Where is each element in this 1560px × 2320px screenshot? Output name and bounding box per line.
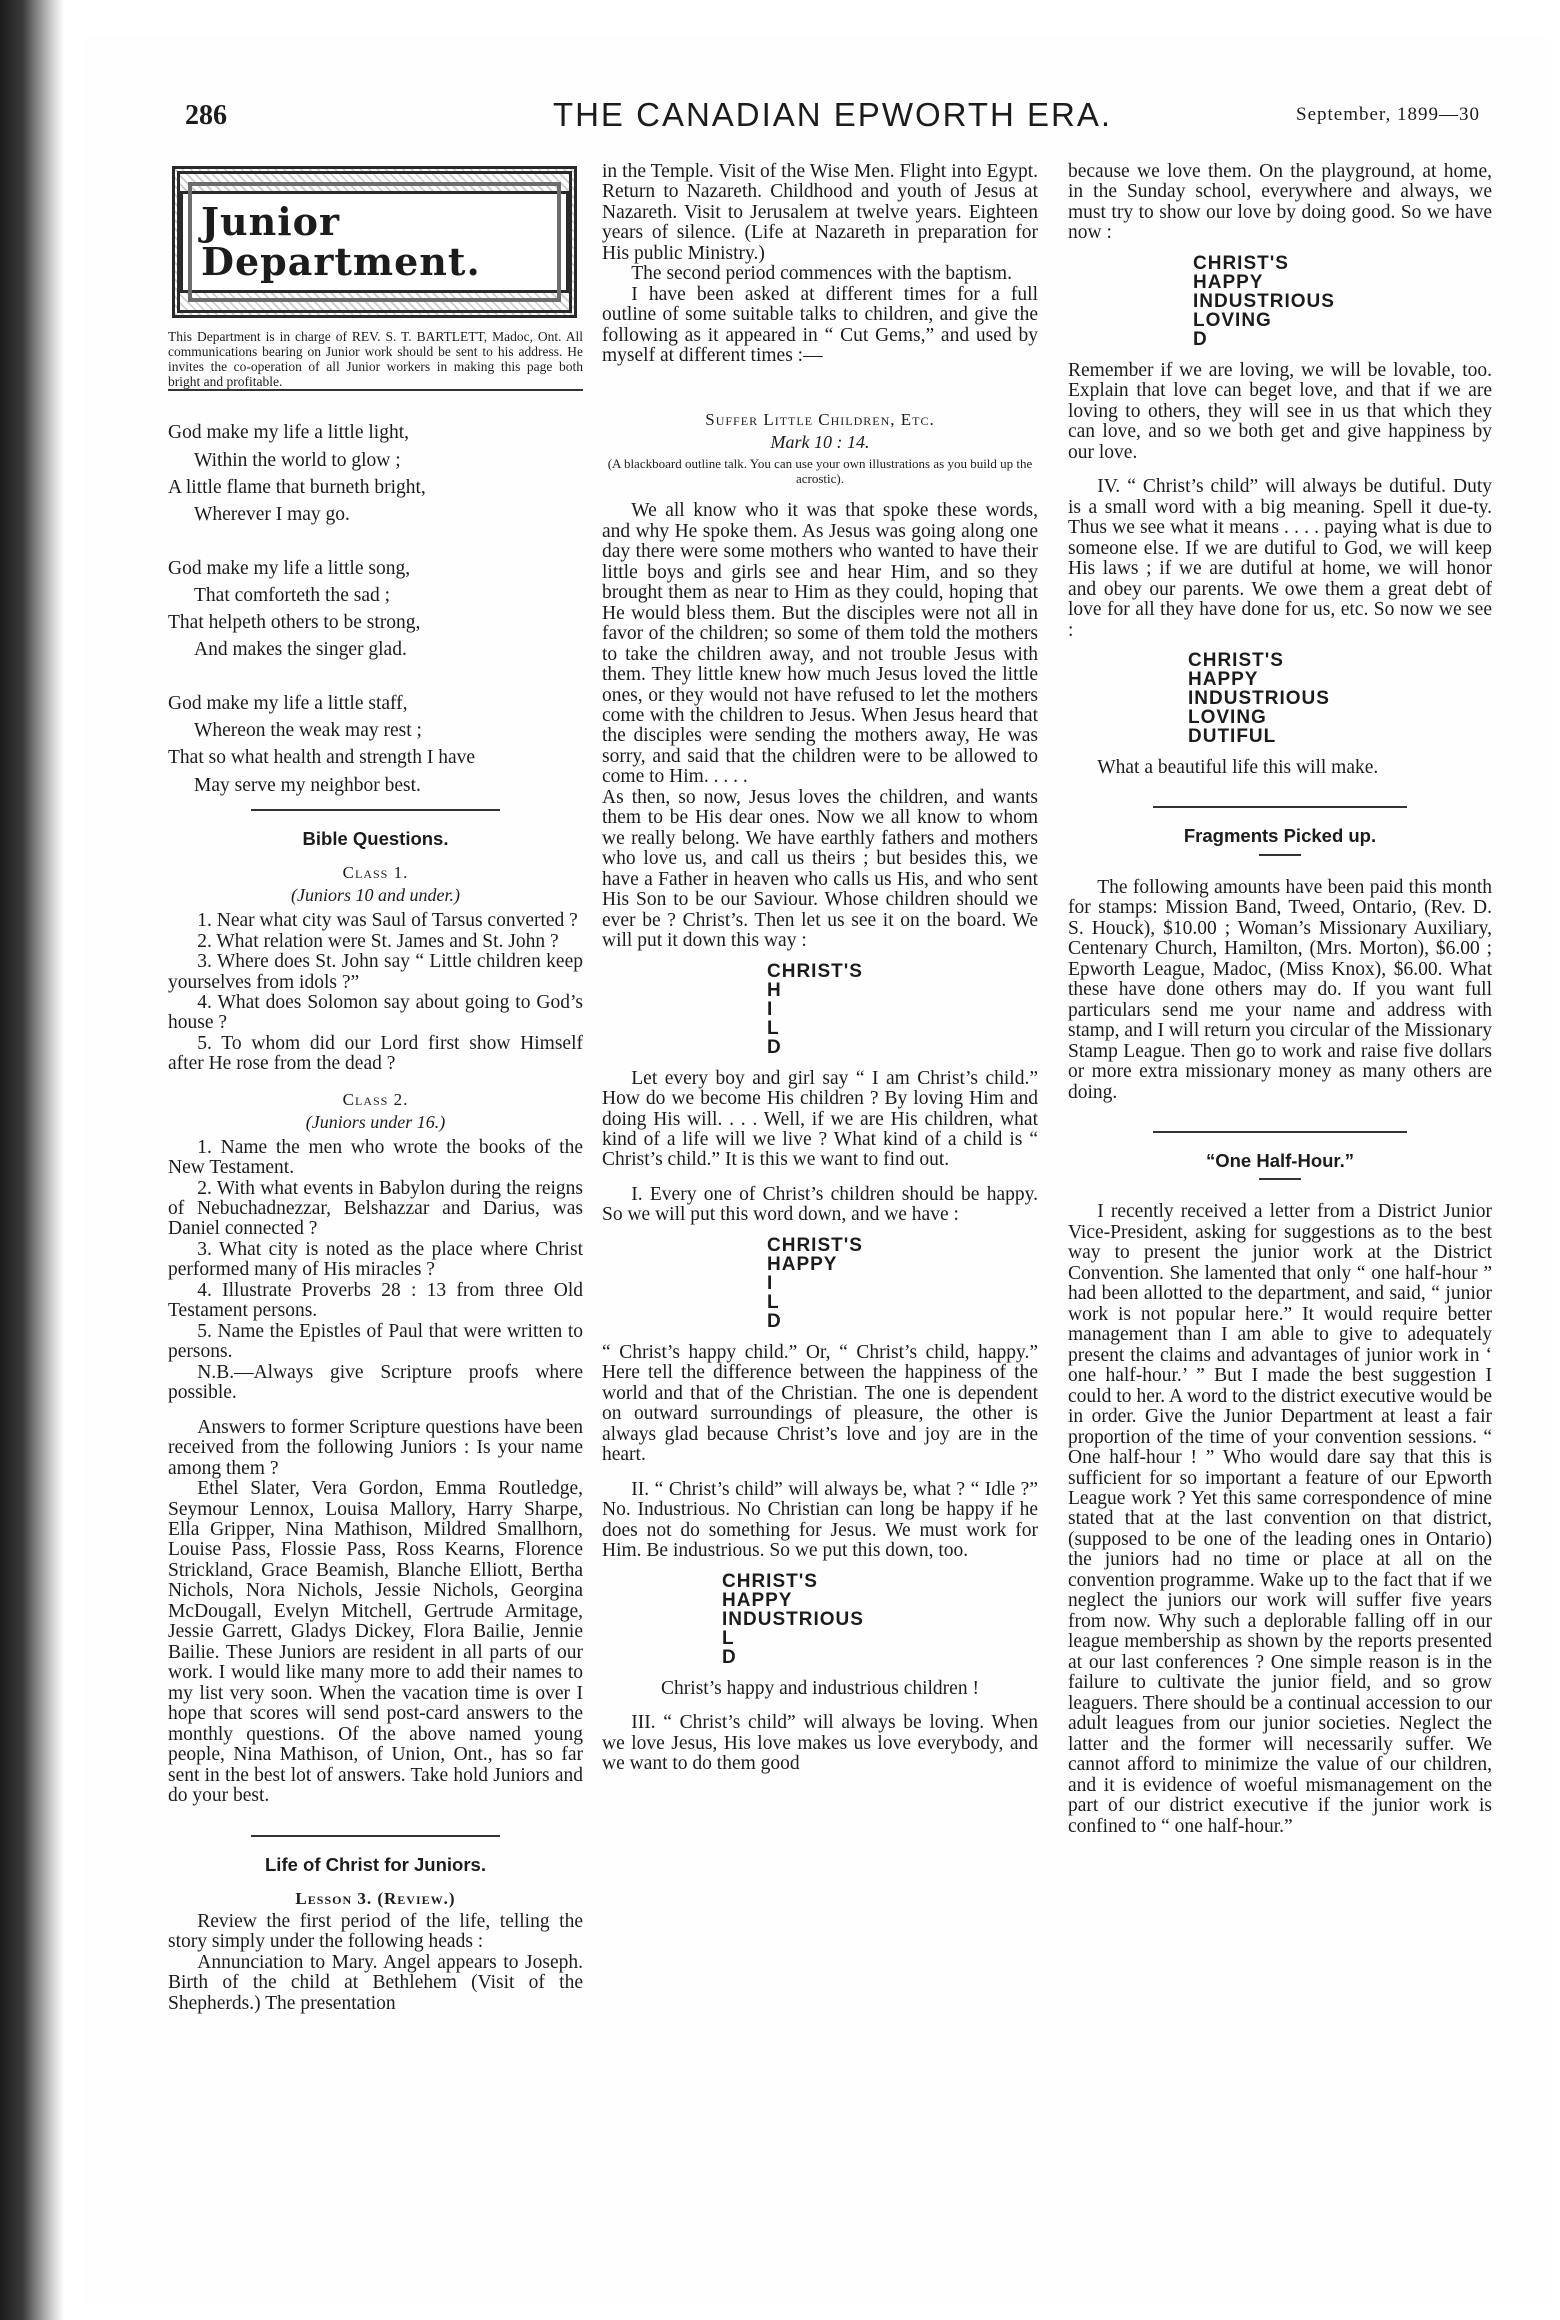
poem-line: May serve my neighbor best.: [194, 774, 421, 796]
answers-paragraph: Answers to former Scripture questions have been received from the following Juniors : Is your name among them ?: [168, 1416, 583, 1479]
column-middle: [602, 162, 1038, 1774]
divider: [1259, 854, 1301, 856]
class-1-subheading: (Juniors 10 and under.): [291, 885, 460, 906]
department-charge-note: This Department is in charge of REV. S. T. BARTLETT, Madoc, Ont. All communications bearing on Junior work should be sent to his address. He invites the co-operation of all Junior workers in making this page both bright and profitable.: [168, 329, 583, 389]
poem-line: Whereon the weak may rest ;: [194, 720, 422, 742]
paragraph: Remember if we are loving, we will be lovable, too. Explain that love can beget love, and that if we are loving to others, they will see in us that which they can love, and so we both get and give happiness by our love.: [1068, 359, 1492, 463]
question: 5. Name the Epistles of Paul that were written to persons.: [168, 1320, 583, 1363]
column-right: [1068, 162, 1492, 1837]
poem-line: And makes the singer glad.: [194, 639, 407, 661]
names-paragraph: Ethel Slater, Vera Gordon, Emma Routledge, Seymour Lennox, Louisa Mallory, Harry Sharpe, Ella Gripper, Nina Mathison, Mildred Smallhorn, Louise Pass, Flossie Pass, Ross Kearns, Florence Strickland, Grace Beamish, Blanche Elliott, Bertha Nichols, Nora Nichols, Jessie Nichols, Georgina McDougall, Evelyn Mitchell, Gertrude Armitage, Jessie Garrett, Gladys Dickey, Flora Bailie, Jennie Bailie. These Juniors are resident in all parts of our work. I would like many more to add their names to my list very soon. When the vacation time is over I hope that scores will send post-card answers to the monthly questions. Of the above named young people, Nina Mathison, of Union, Ont., has so far sent in the best lot of answers. Take hold Juniors and do your best.: [168, 1478, 583, 1807]
poem-line: God make my life a little song,: [168, 557, 411, 579]
acrostic-line: L: [767, 1017, 780, 1039]
acrostic-line: HAPPY: [722, 1589, 793, 1611]
divider: [251, 809, 500, 811]
paragraph: Let every boy and girl say “ I am Christ’s child.” How do we become His children ? By loving Him and doing His will. . . . Well, if we are His children, what kind of a life will we live ? What kind of a child is “ Christ’s child.” It is this we want to find out.: [602, 1067, 1038, 1171]
industrious-line: Christ’s happy and industrious children !: [661, 1677, 979, 1699]
question: 3. Where does St. John say “ Little children keep yourselves from idols ?”: [168, 951, 583, 993]
poem-stanza: [168, 690, 583, 799]
question-note: N.B.—Always give Scripture proofs where possible.: [168, 1361, 583, 1404]
banner-title: Junior Department.: [180, 191, 569, 293]
paragraph: The following amounts have been paid this month for stamps: Mission Band, Tweed, Ontario, (Rev. D. S. Houck), $10.00 ; Woman’s Missionary Auxiliary, Centenary Church, Hamilton, (Mrs. Morton), $6.00 ; Epworth League, Madoc, (Miss Knox), $6.00. What these have done others may do. If you want full particulars send me your name and address with stamp, and I will return you circular of the Missionary Stamp League. Then go to work and raise five dollars or more extra missionary money as many others are doing.: [1068, 876, 1492, 1103]
question: 5. To whom did our Lord first show Himself after He rose from the dead ?: [168, 1032, 583, 1075]
poem-line: Within the world to glow ;: [194, 449, 401, 471]
class-1-heading: Class 1.: [342, 863, 409, 883]
page-number: 286: [185, 100, 227, 131]
paragraph: IV. “ Christ’s child” will always be dutiful. Duty is a small word with a big meaning. Spell it due-ty. Thus we see what it means . . . . paying what is due to someone else. If we are dutiful to God, we will keep His laws ; if we are dutiful at home, we will honor and obey our parents. We owe them a great debt of love for all they have done for us, etc. So now we see :: [1068, 476, 1492, 641]
divider: [168, 389, 583, 391]
acrostic-line: D: [767, 1310, 782, 1332]
acrostic-line: INDUSTRIOUS: [1193, 290, 1335, 312]
running-header: [185, 96, 1480, 140]
class-2-heading: Class 2.: [342, 1089, 409, 1109]
paragraph: in the Temple. Visit of the Wise Men. Flight into Egypt. Return to Nazareth. Childhood and youth of Jesus at Nazareth. Visit to Jerusalem at twelve years. Eighteen years of silence. (Life at Nazareth in preparation for His public Ministry.): [602, 161, 1038, 264]
acrostic-line: LOVING: [1188, 706, 1267, 728]
poem-stanza: [168, 419, 583, 528]
poem-line: Wherever I may go.: [194, 504, 350, 526]
acrostic-3: [722, 1572, 1038, 1667]
life-of-christ-heading: Life of Christ for Juniors.: [265, 1853, 486, 1875]
paragraph: I recently received a letter from a District Junior Vice-President, asking for suggestions as to the best way to present the junior work at the District Convention. She lamented that only “ one half-hour ” had been allotted to the department, and said, “ junior work is not popular here.” It would require better management than I am able to give to adequately present the claims and advantages of junior work in ‘ one half-hour.’ ” But I made the best suggestion I could to her. A word to the district executive would be in order. Give the Junior Department at least a fair proportion of the time of your convention sessions. “ One half-hour ! ” Who would dare say that this is sufficient for so important a feature of our Epworth League work ? Yet this same correspondence of mine stated that at the last convention on that district, (supposed to be one of the leading ones in Ontario) the juniors had no time or place at all on the convention programme. Wake up to the fact that if we neglect the juniors our work will suffer five years from now. Why such a deplorable falling off in our league membership as shown by the reports presented at our last conferences ? One simple reason is in the failure to cultivate the junior field, and so grow leaguers. There should be a continual accession to our adult leagues from our junior societies. Neglect the latter and the former will necessarily suffer. We cannot afford to minimize the value of our children, and it is evidence of woeful mismanagement on the part of our district executive if the junior work is confined to “ one half-hour.”: [1068, 1201, 1492, 1837]
acrostic-line: I: [767, 1272, 774, 1294]
fragments-heading: Fragments Picked up.: [1183, 825, 1377, 847]
paragraph: I have been asked at different times for a full outline of some suitable talks to children, and give the following as it appeared in “ Cut Gems,” and used by myself at different times :—: [602, 283, 1038, 367]
question: 2. What relation were St. James and St. John ?: [197, 930, 559, 952]
acrostic-line: CHRIST'S: [767, 960, 863, 982]
poem: [168, 419, 583, 799]
acrostic-line: CHRIST'S: [1193, 252, 1289, 274]
question: 1. Near what city was Saul of Tarsus converted ?: [197, 910, 578, 932]
acrostic-line: HAPPY: [1193, 271, 1264, 293]
divider: [1153, 1131, 1407, 1133]
poem-line: That so what health and strength I have: [168, 747, 476, 769]
acrostic-line: INDUSTRIOUS: [722, 1608, 864, 1630]
paragraph: The second period commences with the baptism.: [631, 263, 1012, 285]
divider: [1153, 806, 1407, 808]
paragraph: because we love them. On the playground, at home, in the Sunday school, everywhere and always, we must try to show our love by doing good. So we have now :: [1068, 161, 1492, 244]
paragraph: I. Every one of Christ’s children should be happy. So we will put this word down, and we have :: [602, 1183, 1038, 1226]
acrostic-line: I: [767, 998, 774, 1020]
paragraph: III. “ Christ’s child” will always be loving. When we love Jesus, His love makes us love everybody, and we want to do them good: [602, 1712, 1038, 1774]
acrostic-2: [767, 1236, 1038, 1331]
acrostic-line: L: [722, 1627, 735, 1649]
bible-questions-heading: Bible Questions.: [302, 827, 449, 849]
book-spine: [0, 0, 64, 2320]
issue-date: September, 1899—30: [1296, 104, 1480, 125]
poem-line: A little flame that burneth bright,: [168, 476, 426, 498]
acrostic-line: HAPPY: [1188, 668, 1259, 690]
poem-line: That comforteth the sad ;: [194, 584, 391, 606]
scripture-reference: Mark 10 : 14.: [770, 431, 870, 452]
paragraph: II. “ Christ’s child” will always be, what ? “ Idle ?” No. Industrious. No Christian can long be happy if he does not do something for Jesus. We must work for Him. Be industrious. So we put this down, too.: [602, 1478, 1038, 1562]
acrostic-5: [1188, 651, 1492, 746]
acrostic-4: [1193, 254, 1492, 349]
paragraph: As then, so now, Jesus loves the children, and wants them to be His dear ones. Now we all know to whom we really belong. We have earthly fathers and mothers who love us, and call us theirs ; but besides this, we have a Father in heaven who calls us His, and who sent His Son to be our Saviour. Whose children should we ever be ? Christ’s. Then let us see it on the board. We will put it down this way :: [602, 786, 1038, 952]
question: 4. What does Solomon say about going to God’s house ?: [168, 991, 583, 1034]
acrostic-line: H: [767, 979, 782, 1001]
acrostic-1: [767, 962, 1038, 1057]
paragraph: “ Christ’s happy child.” Or, “ Christ’s child, happy.” Here tell the difference between the happiness of the world and that of the Christian. The one is dependent on outward surroundings of pleasure, the other is always glad because Christ’s love and joy are in the heart.: [602, 1341, 1038, 1466]
acrostic-line: INDUSTRIOUS: [1188, 687, 1330, 709]
acrostic-line: D: [722, 1646, 737, 1668]
acrostic-line: D: [767, 1036, 782, 1058]
paragraph: What a beautiful life this will make.: [1097, 756, 1379, 778]
blackboard-note: (A blackboard outline talk. You can use your own illustrations as you build up the acrostic).: [607, 456, 1033, 487]
question: 1. Name the men who wrote the books of the New Testament.: [168, 1136, 583, 1179]
acrostic-line: HAPPY: [767, 1253, 838, 1275]
acrostic-line: L: [767, 1291, 780, 1313]
question: 3. What city is noted as the place where Christ performed many of His miracles ?: [168, 1238, 583, 1281]
lesson-heading: Lesson 3. (Review.): [295, 1889, 456, 1908]
acrostic-line: CHRIST'S: [722, 1570, 818, 1592]
poem-stanza: [168, 555, 583, 664]
acrostic-line: CHRIST'S: [1188, 649, 1284, 671]
poem-line: God make my life a little staff,: [168, 692, 408, 714]
column-left: [168, 162, 583, 2014]
acrostic-line: D: [1193, 328, 1208, 350]
poem-line: God make my life a little light,: [168, 422, 409, 444]
half-hour-heading: “One Half-Hour.”: [1205, 1150, 1354, 1172]
journal-title: THE CANADIAN EPWORTH ERA.: [552, 96, 1113, 133]
junior-department-banner: [172, 166, 577, 318]
class-2-subheading: (Juniors under 16.): [305, 1111, 446, 1132]
lesson-paragraph: Annunciation to Mary. Angel appears to Joseph. Birth of the child at Bethlehem (Visit of the Shepherds.) The presentation: [168, 1951, 583, 2014]
suffer-heading: Suffer Little Children, Etc.: [705, 409, 935, 429]
divider: [1259, 1178, 1301, 1180]
acrostic-line: LOVING: [1193, 309, 1272, 331]
paragraph: We all know who it was that spoke these words, and why He spoke them. As Jesus was going along one day there were some mothers who wanted to have their little boys and girls see and hear Him, and so they brought them as near to Him as they could, hoping that He would bless them. But the disciples were not all in favor of the children; so some of them told the mothers to take the children away, and not trouble Jesus with them. They little knew how much Jesus loved the little ones, or they would not have refused to let the mothers come with the children to Jesus. When Jesus heard that the disciples were sending the mothers away, He was sorry, and said that the children were to be allowed to come to Him. . . . .: [602, 500, 1038, 788]
question: 4. Illustrate Proverbs 28 : 13 from three Old Testament persons.: [168, 1279, 583, 1322]
poem-line: That helpeth others to be strong,: [168, 612, 421, 634]
lesson-paragraph: Review the first period of the life, telling the story simply under the following heads :: [168, 1910, 583, 1953]
acrostic-line: DUTIFUL: [1188, 725, 1277, 747]
acrostic-line: CHRIST'S: [767, 1234, 863, 1256]
question: 2. With what events in Babylon during the reigns of Nebuchadnezzar, Belshazzar and Darius, was Daniel connected ?: [168, 1177, 583, 1240]
divider: [251, 1835, 500, 1837]
